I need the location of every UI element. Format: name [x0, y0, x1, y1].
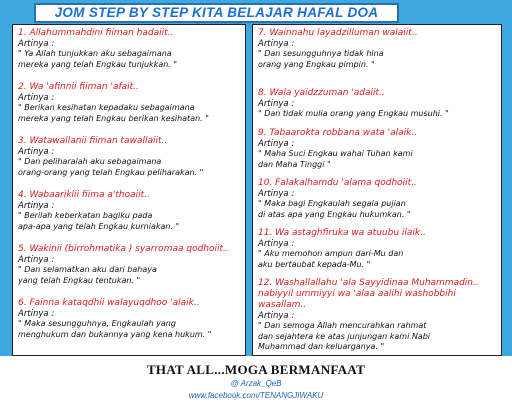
entry-title: 4. Wabaariklii fiima a'thoaiit..: [18, 190, 150, 200]
doa-entry: [18, 136, 242, 178]
entry-title: 9. Tabaarokta robbana wata 'alaik..: [258, 128, 418, 138]
doa-entry: [18, 82, 242, 124]
entry-body: " Dan peliharalah aku sebagaimana orang-orang yang telah Engkau peliharakan. ": [18, 157, 204, 177]
doa-entry: [258, 88, 498, 120]
entry-title: 7. Wainnahu layadzilluman walaiit..: [258, 28, 418, 38]
doa-entry: [258, 28, 498, 70]
entry-title: 12. Washallallahu 'ala Sayyidinaa Muhammadin.. nabiyyil ummiyyi wa 'alaa aalihi washobbihi wasallam..: [258, 278, 479, 310]
footer-url: www.facebook.com/TENANGJIWAKU: [188, 391, 324, 400]
footer-tagline: THAT ALL...MOGA BERMANFAAT: [146, 362, 366, 377]
entry-body: " Berikan kesihatan kepadaku sebagaimana mereka yang telah Engkau berikan kesihatan. ": [18, 103, 209, 123]
entry-body: " Maka sesungguhnya, Engkaulah yang menghukum dan bukannya yang kena hukum. ": [18, 319, 212, 339]
footer-handle: @ Arzak_QeB: [230, 379, 282, 388]
entry-label: Artinya :: [18, 255, 55, 265]
entry-body: " Berilah keberkatan bagiku pada apa-apa yang telah Engkau kurniakan. ": [18, 211, 180, 231]
entry-title: 11. Wa astaghfiruka wa atuubu ilaik..: [258, 228, 426, 238]
doa-entry: [258, 128, 498, 170]
entry-body: " Dan tidak mulia orang yang Engkau musuhi. ": [258, 109, 449, 118]
entry-label: Artinya :: [258, 239, 295, 249]
entry-label: Artinya :: [18, 39, 55, 49]
entry-body: " Ya Allah tunjukkan aku sebagaimana mereka yang telah Engkau tunjukkan. ": [18, 49, 178, 69]
entry-title: 6. Fainna kataqdhii walayuqdhoo 'alaik..: [18, 298, 200, 308]
doa-entry: [18, 28, 242, 70]
entry-label: Artinya :: [258, 39, 295, 49]
entry-body: " Maha Suci Engkau wahai Tuhan kami dan Maha Tinggi ": [258, 149, 413, 169]
doa-entry: [18, 244, 242, 286]
entry-label: Artinya :: [258, 139, 295, 149]
right-panel: [252, 24, 502, 356]
entry-label: Artinya :: [258, 99, 295, 109]
entry-label: Artinya :: [258, 311, 295, 321]
entry-body: " Dan sesungguhnya tidak hina orang yang Engkau pimpin. ": [258, 49, 384, 69]
entry-title: 1. Allahummahdini fiiman hadaiit..: [18, 28, 174, 38]
left-panel: [12, 24, 246, 356]
entry-label: Artinya :: [18, 309, 55, 319]
doa-entry: [258, 178, 498, 220]
entry-body: " Dan selamatkan aku dari bahaya yang telah Engkau tentukan. ": [18, 265, 157, 285]
entry-title: 10. Falakalhamdu 'alama qodhoiit..: [258, 178, 417, 188]
entry-body: " Maka bagi Engkaulah segala pujian di atas apa yang Engkau hukumkan. ": [258, 199, 411, 219]
poster-title: JOM STEP BY STEP KITA BELAJAR HAFAL DOA: [34, 3, 399, 23]
entry-label: Artinya :: [18, 147, 55, 157]
entry-title: 5. Wakinii (birrohmatika ) syarromaa qodhoiit..: [18, 244, 229, 254]
doa-entry: [18, 190, 242, 232]
doa-entry: [18, 298, 242, 340]
entry-label: Artinya :: [18, 201, 55, 211]
entry-title: 3. Watawallanii fiiman tawallaiit..: [18, 136, 168, 146]
doa-entry: [258, 228, 498, 270]
entry-label: Artinya :: [258, 189, 295, 199]
doa-entry: [258, 278, 498, 353]
entry-title: 8. Wala yaidzzuman 'adaiit..: [258, 88, 385, 98]
entry-body: " Dan semoga Allah mencurahkan rahmat dan sejahtera ke atas junjungan kami Nabi Muhammad dan keluarganya. ": [258, 321, 431, 351]
entry-body: " Aku memohon ampun dari-Mu dan aku bertaubat kepada-Mu. ": [258, 249, 404, 269]
entry-label: Artinya :: [18, 93, 55, 103]
entry-title: 2. Wa 'afinnii fiiman 'afait..: [18, 82, 139, 92]
